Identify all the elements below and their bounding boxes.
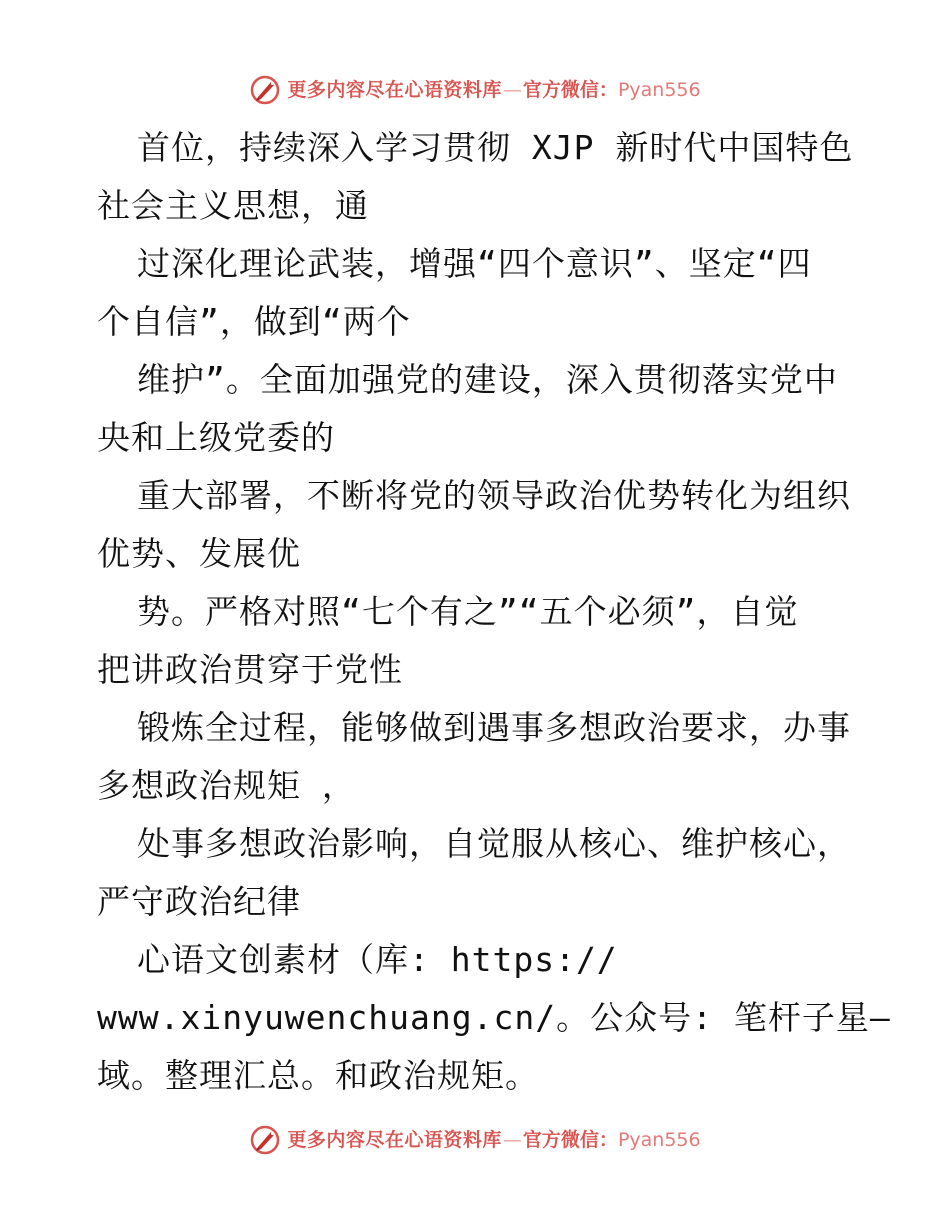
paragraph-line: 央和上级党委的 — [97, 418, 335, 457]
banner-wechat-id: Pyan556 — [617, 78, 701, 101]
banner-contact-label: 官方微信： — [522, 1128, 618, 1151]
paragraph-line: 社会主义思想，通 — [97, 186, 369, 225]
paragraph-line: 维护”。全面加强党的建设，深入贯彻落实党中 — [137, 360, 838, 399]
paragraph-line: 处事多想政治影响，自觉服从核心、维护核心， — [137, 824, 851, 863]
banner-separator: — — [502, 1128, 522, 1151]
banner-separator: — — [502, 78, 522, 101]
paragraph-line: 把讲政治贯穿于党性 — [97, 650, 403, 689]
header-banner — [0, 70, 950, 110]
paragraph-line: 心语文创素材（库: https:// — [137, 940, 618, 979]
banner-brand-text: 更多内容尽在心语资料库 — [287, 78, 502, 101]
paragraph-line: 多想政治规矩 ， — [97, 766, 356, 805]
banner-contact-label: 官方微信： — [522, 78, 618, 101]
document-body — [97, 119, 891, 1105]
paragraph-line: 过深化理论武装，增强“四个意识”、坚定“四 — [137, 244, 812, 283]
quill-pen-logo-icon — [249, 74, 281, 106]
quill-pen-logo-icon — [249, 1124, 281, 1156]
paragraph-line: 重大部署，不断将党的领导政治优势转化为组织 — [137, 476, 851, 515]
paragraph-line: 个自信”，做到“两个 — [97, 302, 411, 341]
paragraph-line: 严守政治纪律 — [97, 882, 301, 921]
paragraph-line: 优势、发展优 — [97, 534, 301, 573]
banner-brand-text: 更多内容尽在心语资料库 — [287, 1128, 502, 1151]
paragraph-line: 首位，持续深入学习贯彻 XJP 新时代中国特色 — [137, 128, 854, 167]
banner-wechat-id: Pyan556 — [617, 1128, 701, 1151]
paragraph-line: www.xinyuwenchuang.cn/。公众号: 笔杆子星— — [97, 998, 891, 1037]
paragraph-line: 锻炼全过程，能够做到遇事多想政治要求，办事 — [137, 708, 851, 747]
paragraph-line: 势。严格对照“七个有之”“五个必须”，自觉 — [137, 592, 799, 631]
footer-banner — [0, 1120, 950, 1160]
paragraph-line: 域。整理汇总。和政治规矩。 — [97, 1056, 539, 1095]
